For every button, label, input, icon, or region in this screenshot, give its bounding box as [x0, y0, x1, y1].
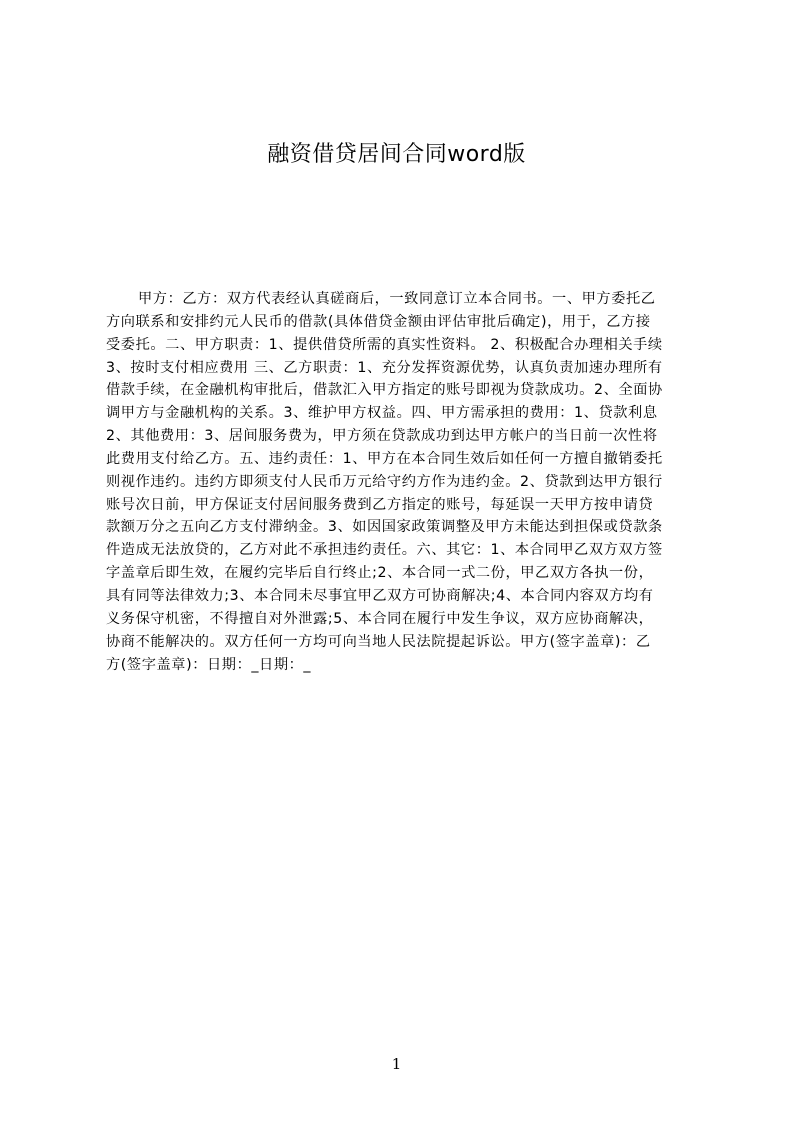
body-line: 借款手续，在金融机构审批后，借款汇入甲方指定的账号即视为贷款成功。2、全面协	[106, 382, 663, 399]
body-line: 受委托。二、甲方职责：1、提供借贷所需的真实性资料。 2、积极配合办理相关手续	[106, 336, 663, 353]
body-line: 调甲方与金融机构的关系。3、维护甲方权益。四、甲方需承担的费用：1、贷款利息	[106, 405, 658, 422]
body-line: 款额万分之五向乙方支付滞纳金。3、如因国家政策调整及甲方未能达到担保或贷款条	[106, 519, 663, 536]
body-line: 2、其他费用：3、居间服务费为，甲方须在贷款成功到达甲方帐户的当日前一次性将	[106, 428, 658, 445]
body-line: 3、按时支付相应费用 三、乙方职责：1、充分发挥资源优势，认真负责加速办理所有	[106, 359, 663, 376]
body-line: 义务保守机密，不得擅自对外泄露;5、本合同在履行中发生争议，双方应协商解决，	[106, 610, 654, 627]
body-line: 方向联系和安排约元人民币的借款(具体借贷金额由评估审批后确定)，用于，乙方接	[106, 313, 651, 330]
body-line: 甲方：乙方：双方代表经认真磋商后，一致同意订立本合同书。一、甲方委托乙	[138, 291, 656, 307]
body-line: 此费用支付给乙方。五、违约责任：1、甲方在本合同生效后如任何一方擅自撤销委托	[106, 450, 663, 467]
document-title: 融资借贷居间合同word版	[267, 142, 526, 167]
body-line: 具有同等法律效力;3、本合同未尽事宜甲乙双方可协商解决;4、本合同内容双方均有	[106, 587, 654, 604]
body-line: 协商不能解决的。双方任何一方均可向当地人民法院提起诉讼。甲方(签字盖章)：乙	[106, 633, 651, 650]
body-line: 字盖章后即生效，在履约完毕后自行终止;2、本合同一式二份，甲乙双方各执一份，	[106, 565, 654, 582]
body-line: 则视作违约。违约方即须支付人民币万元给守约方作为违约金。2、贷款到达甲方银行	[106, 473, 663, 490]
body-line: 件造成无法放贷的，乙方对此不承担违约责任。六、其它：1、本合同甲乙双方双方签	[106, 542, 663, 559]
page-number: 1	[391, 1055, 402, 1073]
body-line: 方(签字盖章)：日期：_日期：_	[106, 656, 312, 673]
body-line: 账号次日前，甲方保证支付居间服务费到乙方指定的账号，每延误一天甲方按申请贷	[106, 496, 654, 513]
contract-body	[106, 288, 698, 758]
